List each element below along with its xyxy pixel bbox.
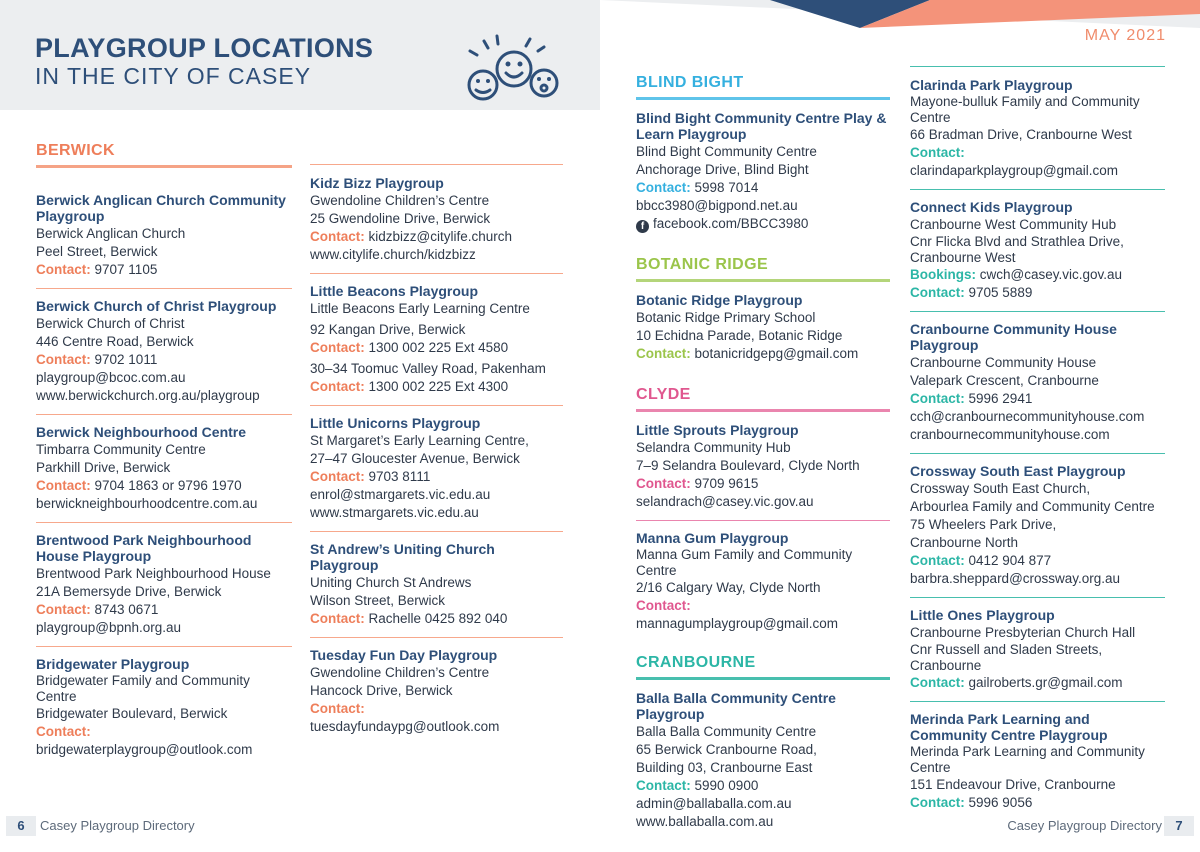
list-item: Little Unicorns Playgroup St Margaret’s Early Learning Centre, 27–47 Gloucester Avenue, Berwick Contact: 9703 8111 enrol@stmargarets.vic.edu.au www.stmargarets.vic.edu.au <box>310 415 563 532</box>
email-link[interactable]: mannagumplaygroup@gmail.com <box>636 616 839 631</box>
column-berwick-1 <box>36 142 292 777</box>
email-link[interactable]: selandrach@casey.vic.gov.au <box>636 494 814 509</box>
entry-name: Connect Kids Playgroup <box>910 199 1073 215</box>
list-item: Bridgewater Playgroup Bridgewater Family and Community Centre Bridgewater Boulevard, Berwick Contact: bridgewaterplaygroup@outlook.com <box>36 656 292 768</box>
email-link[interactable]: gailroberts.gr@gmail.com <box>968 675 1123 690</box>
entry-name: St Andrew’s Uniting Church Playgroup <box>310 541 495 573</box>
entry-name: Little Beacons Playgroup <box>310 283 479 299</box>
entry-name: Berwick Church of Christ Playgroup <box>36 298 277 314</box>
column-berwick-2 <box>310 164 563 754</box>
happy-faces-icon <box>462 33 562 103</box>
list-item: Little Beacons Playgroup Little Beacons Early Learning Centre 92 Kangan Drive, Berwick Contact: 1300 002 225 Ext 4580 30–34 Toomuc Valley Road, Pakenham Contact: 1300 002 225 Ext 4300 <box>310 283 563 406</box>
section-title-clyde: CLYDE <box>636 386 890 412</box>
web-link[interactable]: cranbournecommunityhouse.com <box>910 427 1110 442</box>
web-link[interactable]: www.ballaballa.com.au <box>636 814 774 829</box>
email-link[interactable]: tuesdayfundaypg@outlook.com <box>310 719 500 734</box>
entry-name: Manna Gum Playgroup <box>636 530 789 546</box>
email-link[interactable]: botanicridgepg@gmail.com <box>694 346 859 361</box>
email-link[interactable]: playgroup@bpnh.org.au <box>36 620 182 635</box>
entry-name: Merinda Park Learning and Community Centre Playgroup <box>910 711 1108 743</box>
email-link[interactable]: playgroup@bcoc.com.au <box>36 370 186 385</box>
list-item: Crossway South East Playgroup Crossway South East Church, Arbourlea Family and Community Centre 75 Wheelers Park Drive, Cranbourne North Contact: 0412 904 877 barbra.sheppard@crossway.org.au <box>910 463 1165 598</box>
entry-name: Brentwood Park Neighbourhood House Playgroup <box>36 532 252 564</box>
page-number-right: 7 <box>1164 816 1194 836</box>
entry-name: Little Sprouts Playgroup <box>636 422 799 438</box>
email-link[interactable]: bbcc3980@bigpond.net.au <box>636 198 798 213</box>
column-cranbourne-2 <box>910 66 1165 830</box>
list-item: Connect Kids Playgroup Cranbourne West Community Hub Cnr Flicka Blvd and Strathlea Drive, Cranbourne West Bookings: cwch@casey.vic.gov.au Contact: 9705 5889 <box>910 199 1165 312</box>
web-link[interactable]: www.citylife.church/kidzbizz <box>310 247 476 262</box>
footer-title-left: Casey Playgroup Directory <box>40 818 195 833</box>
entry-name: Berwick Neighbourhood Centre <box>36 424 247 440</box>
list-item: Blind Bight Community Centre Play & Learn Playgroup Blind Bight Community Centre Anchorage Drive, Blind Bight Contact: 5998 7014 bbcc3980@bigpond.net.au f facebook.com/BBCC3980 <box>636 110 890 242</box>
list-item: Little Ones Playgroup Cranbourne Presbyterian Church Hall Cnr Russell and Sladen Streets, Cranbourne Contact: gailroberts.gr@gmail.com <box>910 607 1165 702</box>
list-item: Balla Balla Community Centre Playgroup Balla Balla Community Centre 65 Berwick Cranbourne Road, Building 03, Cranbourne East Contact: 5990 0900 admin@ballaballa.com.au www.ballaballa.com.au <box>636 690 890 840</box>
facebook-link[interactable]: facebook.com/BBCC3980 <box>653 216 809 231</box>
list-item: Clarinda Park Playgroup Mayone-bulluk Family and Community Centre 66 Bradman Drive, Cranbourne West Contact: clarindaparkplaygroup@gmail.com <box>910 77 1165 190</box>
entry-name: Bridgewater Playgroup <box>36 656 190 672</box>
list-item: Cranbourne Community House Playgroup Cranbourne Community House Valepark Crescent, Cranbourne Contact: 5996 2941 cch@cranbournecommunityhouse.com cranbournecommunityhouse.com <box>910 321 1165 454</box>
entry-name: Berwick Anglican Church Community Playgroup <box>36 192 286 224</box>
email-link[interactable]: bridgewaterplaygroup@outlook.com <box>36 742 253 757</box>
email-link[interactable]: barbra.sheppard@crossway.org.au <box>910 571 1121 586</box>
page-subtitle: IN THE CITY OF CASEY <box>35 63 312 89</box>
month-label: MAY 2021 <box>1084 27 1166 44</box>
email-link[interactable]: cch@cranbournecommunityhouse.com <box>910 409 1145 424</box>
section-title-cranbourne: CRANBOURNE <box>636 654 890 680</box>
email-link[interactable]: cwch@casey.vic.gov.au <box>979 267 1123 282</box>
list-item: Kidz Bizz Playgroup Gwendoline Children’s Centre 25 Gwendoline Drive, Berwick Contact: kidzbizz@citylife.church www.citylife.church/kidzbizz <box>310 175 563 274</box>
email-link[interactable]: enrol@stmargarets.vic.edu.au <box>310 487 491 502</box>
facebook-icon: f <box>636 220 649 233</box>
entry-name: Little Unicorns Playgroup <box>310 415 481 431</box>
footer-left <box>0 816 600 836</box>
entry-name: Balla Balla Community Centre Playgroup <box>636 690 836 722</box>
list-item: Brentwood Park Neighbourhood House Playgroup Brentwood Park Neighbourhood House 21A Bemersyde Drive, Berwick Contact: 8743 0671 playgroup@bpnh.org.au <box>36 532 292 647</box>
web-link[interactable]: www.berwickchurch.org.au/playgroup <box>36 388 260 403</box>
email-link[interactable]: kidzbizz@citylife.church <box>368 229 513 244</box>
list-item: Merinda Park Learning and Community Centre Playgroup Merinda Park Learning and Community Centre 151 Endeavour Drive, Cranbourne Contact: 5996 9056 <box>910 711 1165 821</box>
section-title-blind-bight: BLIND BIGHT <box>636 74 890 100</box>
list-item: Manna Gum Playgroup Manna Gum Family and Community Centre 2/16 Calgary Way, Clyde North Contact: mannagumplaygroup@gmail.com <box>636 530 890 642</box>
entry-name: Cranbourne Community House Playgroup <box>910 321 1117 353</box>
entry-name: Tuesday Fun Day Playgroup <box>310 647 498 663</box>
list-item: Tuesday Fun Day Playgroup Gwendoline Children’s Centre Hancock Drive, Berwick Contact: tuesdayfundaypg@outlook.com <box>310 647 563 745</box>
footer-title-right: Casey Playgroup Directory <box>1007 818 1162 833</box>
web-link[interactable]: www.stmargarets.vic.edu.au <box>310 505 479 520</box>
list-item: Berwick Neighbourhood Centre Timbarra Community Centre Parkhill Drive, Berwick Contact: 9704 1863 or 9796 1970 berwickneighbourhoodcentre.com.au <box>36 424 292 523</box>
entry-name: Clarinda Park Playgroup <box>910 77 1073 93</box>
top-decoration <box>600 0 1200 30</box>
entry-name: Botanic Ridge Playgroup <box>636 292 803 308</box>
web-link[interactable]: berwickneighbourhoodcentre.com.au <box>36 496 258 511</box>
page-number-left: 6 <box>6 816 36 836</box>
list-item: Berwick Anglican Church Community Playgroup Berwick Anglican Church Peel Street, Berwick Contact: 9707 1105 <box>36 192 292 289</box>
entry-name: Crossway South East Playgroup <box>910 463 1126 479</box>
list-item: Little Sprouts Playgroup Selandra Community Hub 7–9 Selandra Boulevard, Clyde North Contact: 9709 9615 selandrach@casey.vic.gov.au <box>636 422 890 521</box>
section-title-berwick: BERWICK <box>36 142 292 168</box>
footer-right <box>600 816 1200 836</box>
list-item: Berwick Church of Christ Playgroup Berwick Church of Christ 446 Centre Road, Berwick Contact: 9702 1011 playgroup@bcoc.com.au www.berwickchurch.org.au/playgroup <box>36 298 292 415</box>
section-title-botanic-ridge: BOTANIC RIDGE <box>636 256 890 282</box>
list-item: Botanic Ridge Playgroup Botanic Ridge Primary School 10 Echidna Parade, Botanic Ridge Contact: botanicridgepg@gmail.com <box>636 292 890 372</box>
list-item: St Andrew’s Uniting Church Playgroup Uniting Church St Andrews Wilson Street, Berwick Contact: Rachelle 0425 892 040 <box>310 541 563 638</box>
email-link[interactable]: clarindaparkplaygroup@gmail.com <box>910 163 1119 178</box>
page-title: PLAYGROUP LOCATIONS <box>35 33 374 63</box>
entry-name: Blind Bight Community Centre Play & Learn Playgroup <box>636 110 887 142</box>
entry-name: Kidz Bizz Playgroup <box>310 175 444 191</box>
column-3 <box>636 74 890 849</box>
email-link[interactable]: admin@ballaballa.com.au <box>636 796 792 811</box>
entry-name: Little Ones Playgroup <box>910 607 1055 623</box>
